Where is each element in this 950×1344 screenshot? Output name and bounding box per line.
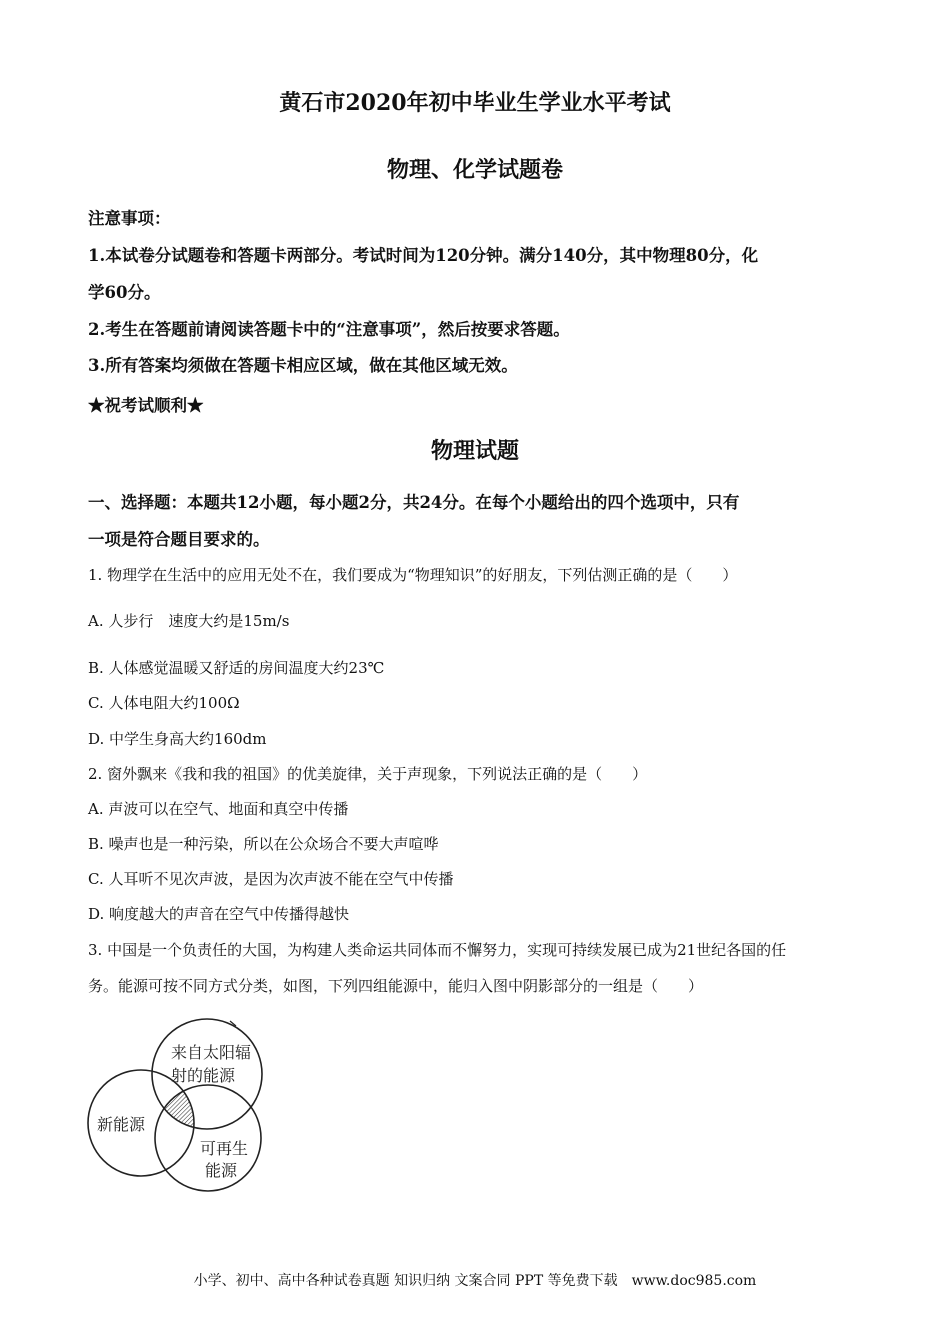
notice-item-1-cont: 学60分。 [88,283,161,302]
question-1-option-a: A. 人步行 速度大约是15m/s [88,612,290,630]
notice-item-1: 1.本试卷分试题卷和答题卡两部分。考试时间为120分钟。满分140分，其中物理80分，化 [88,246,759,265]
new-energy-label: 新能源 [97,1115,146,1134]
section-heading: 一、选择题：本题共12小题，每小题2分，共24分。在每个小题给出的四个选项中，只有 [88,493,740,512]
section-heading-cont: 一项是符合题目要求的。 [88,530,270,549]
renewable-label-line2: 能源 [205,1161,238,1180]
question-1-stem: 1. 物理学在生活中的应用无处不在，我们要成为“物理知识”的好朋友，下列估测正确的是（ ） [88,566,738,584]
solar-label-line2: 射的能源 [171,1066,236,1085]
question-2-stem: 2. 窗外飘来《我和我的祖国》的优美旋律，关于声现象，下列说法正确的是（ ） [88,765,648,783]
page-footer: 小学、初中、高中各种试卷真题 知识归纳 文案合同 PPT 等免费下载 www.doc985.com [193,1273,757,1289]
question-2-option-d: D. 响度越大的声音在空气中传播得越快 [88,905,350,923]
question-2-option-b: B. 噪声也是一种污染，所以在公众场合不要大声喧哗 [88,835,439,853]
question-1-option-b: B. 人体感觉温暖又舒适的房间温度大约23℃ [88,659,385,677]
question-3-stem: 3. 中国是一个负责任的大国，为构建人类命运共同体而不懈努力，实现可持续发展已成为21世纪各国的任 [88,941,787,959]
question-2-option-a: A. 声波可以在空气、地面和真空中传播 [88,800,349,818]
renewable-label-line1: 可再生 [200,1139,249,1158]
notice-item-3: 3.所有答案均须做在答题卡相应区域，做在其他区域无效。 [88,356,518,375]
exam-title: 黄石市2020年初中毕业生学业水平考试 [279,90,671,116]
question-2-option-c: C. 人耳听不见次声波，是因为次声波不能在空气中传播 [88,870,454,888]
question-1-option-d: D. 中学生身高大约160dm [88,730,267,748]
exam-subtitle: 物理、化学试题卷 [386,157,563,183]
notice-wish: ★祝考试顺利★ [88,396,204,415]
notice-item-2: 2.考生在答题前请阅读答题卡中的“注意事项”，然后按要求答题。 [88,320,570,339]
solar-label-line1: 来自太阳辐 [171,1043,252,1062]
venn-svg [86,1018,276,1203]
physics-title: 物理试题 [430,438,519,464]
notice-heading: 注意事项： [88,209,171,228]
question-1-option-c: C. 人体电阻大约100Ω [88,694,240,712]
energy-venn-diagram [86,1018,276,1203]
question-3-stem-cont: 务。能源可按不同方式分类，如图，下列四组能源中，能归入图中阴影部分的一组是（ ） [88,977,704,995]
